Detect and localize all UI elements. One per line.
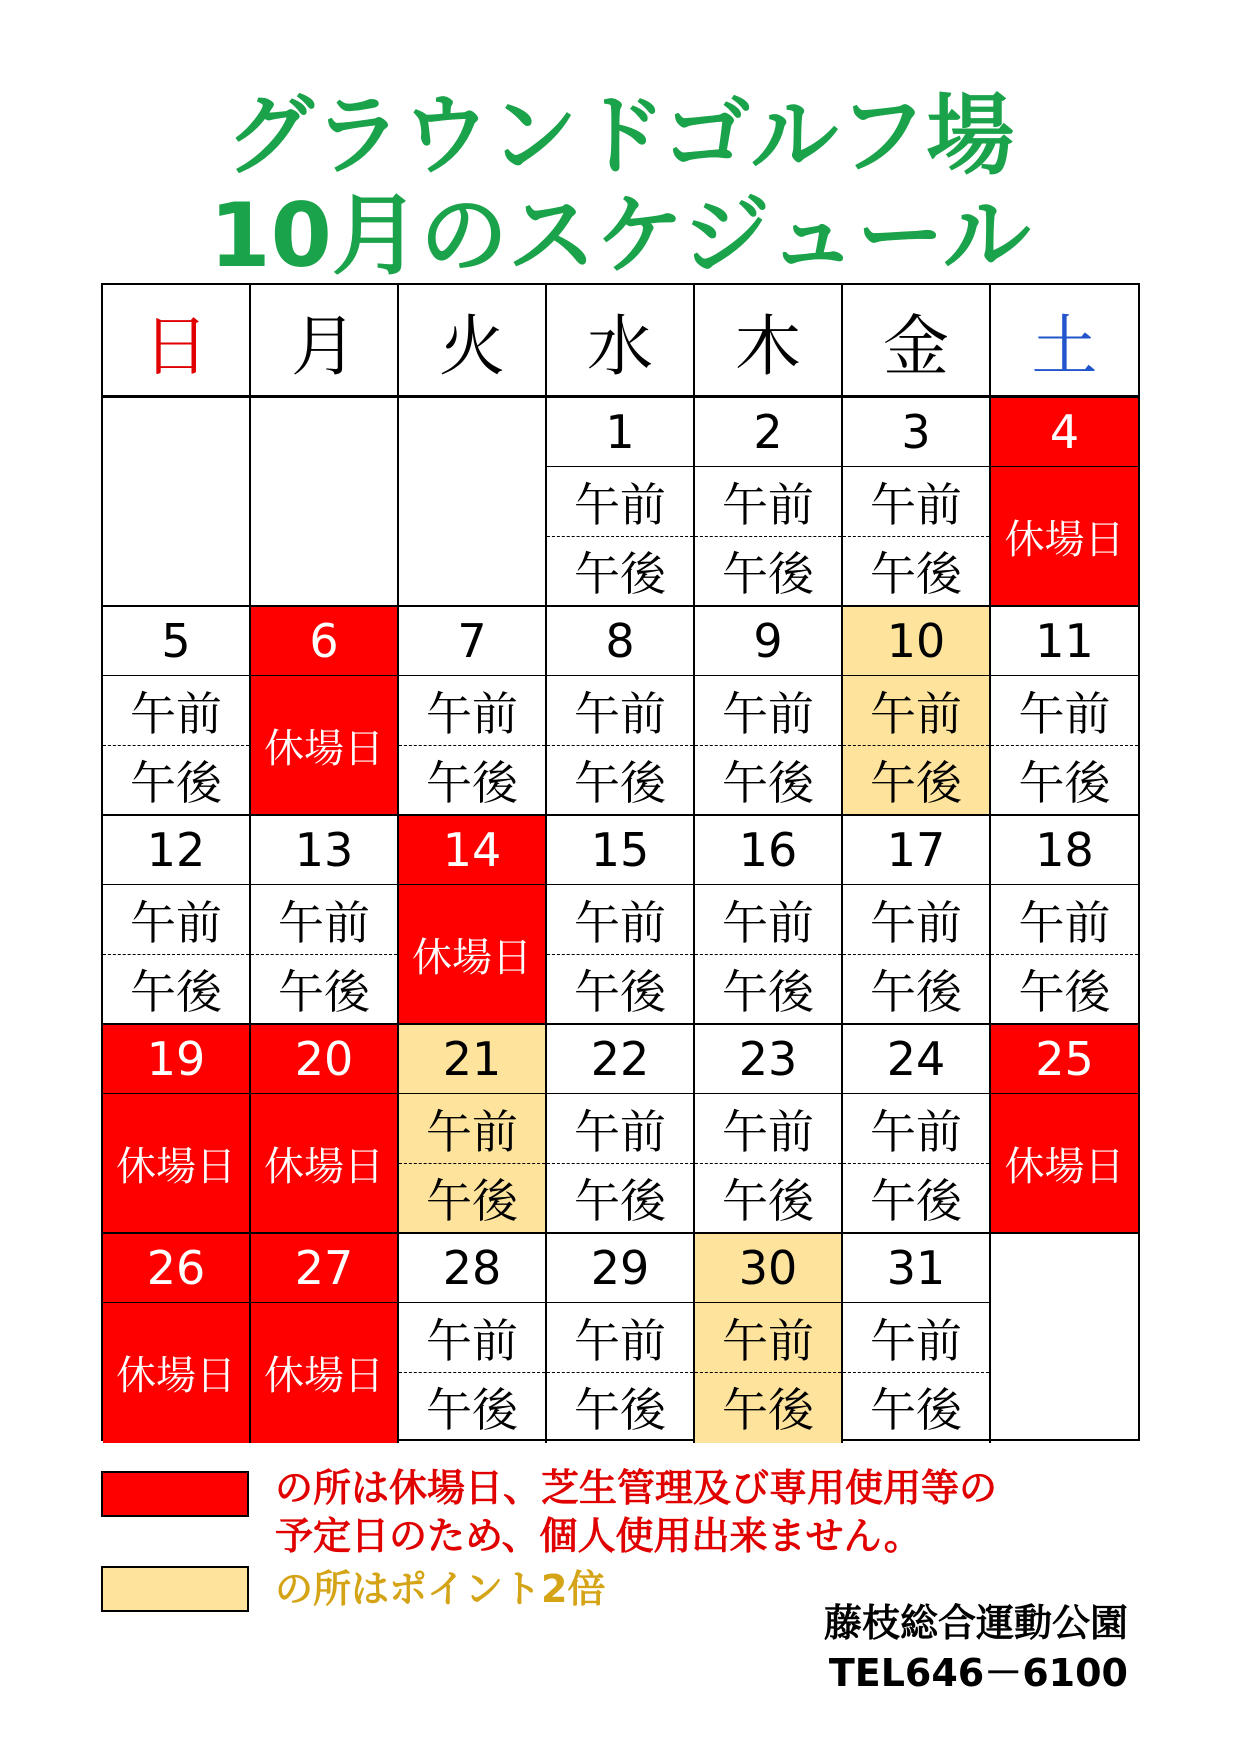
day-cell [103,1234,251,1443]
afternoon-slot: 午後 [574,964,666,1019]
day-number: 24 [843,1025,989,1094]
legend-closed-line-2: 予定日のため、個人使用出来ません。 [275,1514,922,1558]
legend-bonus-swatch [101,1566,249,1612]
afternoon-slot: 午後 [574,755,666,810]
page-title [0,86,1240,286]
weekday-header: 水 [547,285,695,398]
afternoon-slot: 午後 [130,964,222,1019]
day-number: 15 [547,816,693,885]
closed-day-label: 休場日 [1004,516,1125,563]
closed-day-label: 休場日 [264,1352,384,1399]
day-cell [103,816,251,1023]
morning-slot: 午前 [399,1094,545,1164]
day-number: 21 [399,1025,545,1094]
legend-closed-text [275,1464,997,1560]
morning-slot: 午前 [695,1094,841,1164]
title-line-1: グラウンドゴルフ場 [225,84,1015,187]
day-number: 2 [695,398,841,467]
day-cell [103,607,251,814]
day-cell [547,607,695,814]
day-number: 23 [695,1025,841,1094]
afternoon-slot: 午後 [426,1173,518,1228]
day-number: 3 [843,398,989,467]
day-number: 11 [991,607,1138,676]
day-number: 13 [251,816,397,885]
morning-slot: 午前 [843,467,989,537]
day-number: 22 [547,1025,693,1094]
day-cell [843,607,991,814]
day-cell [991,607,1138,814]
weekday-header: 木 [695,285,843,398]
weekday-header: 火 [399,285,547,398]
day-number: 8 [547,607,693,676]
morning-slot: 午前 [547,467,693,537]
afternoon-slot: 午後 [1018,964,1111,1019]
afternoon-slot: 午後 [870,755,962,810]
morning-slot: 午前 [695,676,841,746]
day-number: 28 [399,1234,545,1303]
closed-day-label: 休場日 [1004,1143,1125,1190]
day-cell [399,816,547,1023]
day-cell [695,607,843,814]
morning-slot: 午前 [399,676,545,746]
day-cell [103,398,251,605]
phone-number: TEL646－6100 [828,1651,1128,1695]
day-number: 31 [843,1234,989,1303]
afternoon-slot: 午後 [278,964,370,1019]
calendar-week-row [103,816,1138,1025]
morning-slot: 午前 [547,676,693,746]
afternoon-slot: 午後 [870,964,962,1019]
day-cell [843,816,991,1023]
morning-slot: 午前 [991,885,1138,955]
afternoon-slot: 午後 [870,1173,962,1228]
day-number: 20 [251,1025,397,1094]
day-number: 4 [991,398,1138,467]
day-number: 12 [103,816,249,885]
weekday-header: 土 [991,285,1138,398]
day-cell [991,1234,1138,1443]
afternoon-slot: 午後 [574,1173,666,1228]
day-number: 17 [843,816,989,885]
weekday-header: 日 [103,285,251,398]
morning-slot: 午前 [399,1303,545,1373]
afternoon-slot: 午後 [722,964,814,1019]
day-cell [251,816,399,1023]
title-line-2: 10月のスケジュール [209,184,1031,287]
closed-day-label: 休場日 [116,1352,236,1399]
day-number: 19 [103,1025,249,1094]
day-cell [547,1234,695,1443]
morning-slot: 午前 [843,885,989,955]
afternoon-slot: 午後 [722,1173,814,1228]
closed-day-label: 休場日 [412,934,532,981]
day-cell [843,1234,991,1443]
day-number: 25 [991,1025,1138,1094]
afternoon-slot: 午後 [870,1382,962,1437]
day-cell [251,607,399,814]
day-number: 5 [103,607,249,676]
day-cell [547,816,695,1023]
day-cell [399,1234,547,1443]
day-number: 9 [695,607,841,676]
day-cell [991,1025,1138,1232]
day-number: 16 [695,816,841,885]
legend-bonus-text: の所はポイント2倍 [275,1567,606,1611]
afternoon-slot: 午後 [426,755,518,810]
morning-slot: 午前 [547,1303,693,1373]
weekday-header: 金 [843,285,991,398]
morning-slot: 午前 [547,885,693,955]
day-cell [695,398,843,605]
day-number: 10 [843,607,989,676]
day-number: 14 [399,816,545,885]
calendar-week-row [103,1025,1138,1234]
afternoon-slot: 午後 [426,1382,518,1437]
closed-day-label: 休場日 [116,1143,236,1190]
closed-day-label: 休場日 [264,725,384,772]
morning-slot: 午前 [103,676,249,746]
morning-slot: 午前 [843,1303,989,1373]
calendar-week-row [103,607,1138,816]
day-cell [399,607,547,814]
day-cell [695,1234,843,1443]
closed-day-label: 休場日 [264,1143,384,1190]
afternoon-slot: 午後 [574,546,666,601]
day-number: 18 [991,816,1138,885]
afternoon-slot: 午後 [130,755,222,810]
morning-slot: 午前 [695,1303,841,1373]
day-number: 6 [251,607,397,676]
day-cell [843,1025,991,1232]
day-cell [547,398,695,605]
day-cell [251,1234,399,1443]
contact-footer [824,1598,1128,1698]
day-cell [251,398,399,605]
afternoon-slot: 午後 [722,546,814,601]
day-cell [695,816,843,1023]
morning-slot: 午前 [103,885,249,955]
day-cell [399,398,547,605]
day-cell [103,1025,251,1232]
day-cell [991,816,1138,1023]
morning-slot: 午前 [547,1094,693,1164]
day-number: 1 [547,398,693,467]
facility-name: 藤枝総合運動公園 [823,1601,1128,1645]
morning-slot: 午前 [251,885,397,955]
day-number: 27 [251,1234,397,1303]
morning-slot: 午前 [843,676,989,746]
day-number: 29 [547,1234,693,1303]
legend-closed-line-1: の所は休場日、芝生管理及び専用使用等の [275,1466,998,1510]
day-cell [547,1025,695,1232]
legend-closed-swatch [101,1471,249,1517]
day-number: 26 [103,1234,249,1303]
day-number: 7 [399,607,545,676]
morning-slot: 午前 [695,885,841,955]
afternoon-slot: 午後 [1018,755,1111,810]
afternoon-slot: 午後 [722,755,814,810]
day-cell [695,1025,843,1232]
morning-slot: 午前 [843,1094,989,1164]
afternoon-slot: 午後 [722,1382,814,1437]
day-cell [399,1025,547,1232]
afternoon-slot: 午後 [574,1382,666,1437]
day-cell [991,398,1138,605]
day-number: 30 [695,1234,841,1303]
day-cell [843,398,991,605]
afternoon-slot: 午後 [870,546,962,601]
day-cell [251,1025,399,1232]
morning-slot: 午前 [991,676,1138,746]
calendar-week-row [103,1234,1138,1443]
calendar-grid [101,283,1140,1441]
morning-slot: 午前 [695,467,841,537]
calendar-week-row [103,398,1138,607]
weekday-header: 月 [251,285,399,398]
